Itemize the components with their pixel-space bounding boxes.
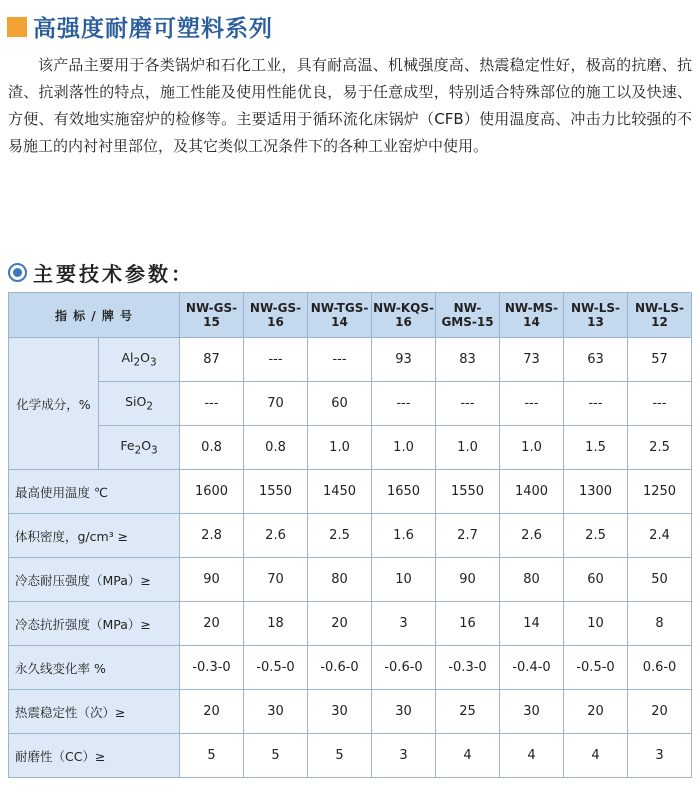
table-cell: 8 xyxy=(628,602,692,646)
brand-header: NW-TGS-14 xyxy=(308,293,372,338)
params-heading xyxy=(8,258,194,287)
table-cell: -0.4-0 xyxy=(500,646,564,690)
spec-table xyxy=(8,292,692,778)
table-cell: 30 xyxy=(372,690,436,734)
table-cell: 2.6 xyxy=(244,514,308,558)
table-cell: 18 xyxy=(244,602,308,646)
table-cell: 50 xyxy=(628,558,692,602)
table-cell: 5 xyxy=(180,734,244,778)
table-row xyxy=(9,690,692,734)
row-label: 热震稳定性（次）≥ xyxy=(9,690,180,734)
chem-component-label: $Fe_2O_3$ xyxy=(99,426,180,470)
table-row xyxy=(9,558,692,602)
table-cell: -0.3-0 xyxy=(436,646,500,690)
header-label: 指 标 / 牌 号 xyxy=(9,293,180,338)
table-cell: 5 xyxy=(244,734,308,778)
table-cell: 30 xyxy=(500,690,564,734)
table-cell: -0.5-0 xyxy=(564,646,628,690)
table-row xyxy=(9,338,692,382)
params-title: 主要技术参数： xyxy=(33,262,194,286)
table-cell: 2.7 xyxy=(436,514,500,558)
brand-header: NW-MS-14 xyxy=(500,293,564,338)
table-cell: 14 xyxy=(500,602,564,646)
table-row xyxy=(9,602,692,646)
bullet-circle-icon xyxy=(8,263,27,282)
table-cell: 2.4 xyxy=(628,514,692,558)
table-cell: 1550 xyxy=(244,470,308,514)
table-cell: 1250 xyxy=(628,470,692,514)
table-cell: 20 xyxy=(308,602,372,646)
table-cell: -0.6-0 xyxy=(372,646,436,690)
intro-text-block xyxy=(8,52,692,160)
table-header-row xyxy=(9,293,692,338)
table-cell: 83 xyxy=(436,338,500,382)
table-cell: 70 xyxy=(244,382,308,426)
table-cell: 1650 xyxy=(372,470,436,514)
table-cell: 0.8 xyxy=(244,426,308,470)
table-cell: 60 xyxy=(564,558,628,602)
table-cell: 1600 xyxy=(180,470,244,514)
table-cell: 20 xyxy=(564,690,628,734)
table-cell: 4 xyxy=(564,734,628,778)
table-cell: --- xyxy=(628,382,692,426)
table-cell: 1.0 xyxy=(500,426,564,470)
table-cell: 2.8 xyxy=(180,514,244,558)
table-cell: 3 xyxy=(628,734,692,778)
table-cell: 3 xyxy=(372,734,436,778)
table-cell: 0.8 xyxy=(180,426,244,470)
table-row xyxy=(9,514,692,558)
table-cell: 2.5 xyxy=(628,426,692,470)
table-cell: 25 xyxy=(436,690,500,734)
table-cell: 30 xyxy=(244,690,308,734)
chem-component-label: $Al_2O_3$ xyxy=(99,338,180,382)
table-cell: 80 xyxy=(308,558,372,602)
table-cell: 3 xyxy=(372,602,436,646)
table-cell: 70 xyxy=(244,558,308,602)
table-cell: 4 xyxy=(500,734,564,778)
table-row xyxy=(9,382,692,426)
chem-group-label: 化学成分，% xyxy=(9,338,99,470)
brand-header: NW-KQS-16 xyxy=(372,293,436,338)
table-cell: 10 xyxy=(372,558,436,602)
table-cell: 1.5 xyxy=(564,426,628,470)
table-cell: 2.5 xyxy=(564,514,628,558)
table-cell: -0.3-0 xyxy=(180,646,244,690)
table-cell: 16 xyxy=(436,602,500,646)
table-cell: 20 xyxy=(180,602,244,646)
table-cell: 80 xyxy=(500,558,564,602)
table-cell: 87 xyxy=(180,338,244,382)
table-cell: -0.5-0 xyxy=(244,646,308,690)
brand-header: NW-LS-12 xyxy=(628,293,692,338)
table-row xyxy=(9,426,692,470)
table-cell: --- xyxy=(180,382,244,426)
table-cell: 4 xyxy=(436,734,500,778)
table-cell: 63 xyxy=(564,338,628,382)
table-cell: 90 xyxy=(180,558,244,602)
table-cell: --- xyxy=(244,338,308,382)
table-cell: 1.0 xyxy=(436,426,500,470)
table-cell: 2.5 xyxy=(308,514,372,558)
table-cell: 1400 xyxy=(500,470,564,514)
table-cell: 0.6-0 xyxy=(628,646,692,690)
brand-header: NW-GS-16 xyxy=(244,293,308,338)
intro-paragraph: 该产品主要用于各类锅炉和石化工业，具有耐高温、机械强度高、热震稳定性好，极高的抗磨、抗渣、抗剥落性的特点，施工性能及使用性能优良，易于任意成型，特别适合特殊部位的施工以及快速、方便、有效地实施窑炉的检修等。主要适用于循环流化床锅炉（CFB）使用温度高、冲击力比较强的不易施工的内衬衬里部位，及其它类似工况条件下的各种工业窑炉中使用。 xyxy=(8,56,692,155)
chem-component-label: SiO$_2$ xyxy=(99,382,180,426)
table-row xyxy=(9,646,692,690)
table-cell: 30 xyxy=(308,690,372,734)
table-cell: 5 xyxy=(308,734,372,778)
table-cell: --- xyxy=(372,382,436,426)
table-row xyxy=(9,734,692,778)
row-label: 永久线变化率 % xyxy=(9,646,180,690)
brand-header: NW-GS-15 xyxy=(180,293,244,338)
table-cell: --- xyxy=(500,382,564,426)
table-cell: 60 xyxy=(308,382,372,426)
row-label: 冷态抗折强度（MPa）≥ xyxy=(9,602,180,646)
row-label: 耐磨性（CC）≥ xyxy=(9,734,180,778)
table-cell: 73 xyxy=(500,338,564,382)
brand-header: NW-LS-13 xyxy=(564,293,628,338)
table-cell: --- xyxy=(308,338,372,382)
table-cell: 57 xyxy=(628,338,692,382)
section-header xyxy=(7,10,273,43)
table-cell: 1300 xyxy=(564,470,628,514)
title-square-marker xyxy=(7,17,27,37)
row-label: 体积密度，g/cm³ ≥ xyxy=(9,514,180,558)
table-cell: 1550 xyxy=(436,470,500,514)
table-cell: -0.6-0 xyxy=(308,646,372,690)
brand-header: NW-GMS-15 xyxy=(436,293,500,338)
table-cell: 2.6 xyxy=(500,514,564,558)
table-cell: 1.0 xyxy=(372,426,436,470)
row-label: 冷态耐压强度（MPa）≥ xyxy=(9,558,180,602)
row-label: 最高使用温度 ℃ xyxy=(9,470,180,514)
table-cell: 93 xyxy=(372,338,436,382)
table-cell: 1.6 xyxy=(372,514,436,558)
table-cell: 10 xyxy=(564,602,628,646)
table-cell: --- xyxy=(564,382,628,426)
table-cell: 20 xyxy=(180,690,244,734)
table-row xyxy=(9,470,692,514)
page-title: 高强度耐磨可塑料系列 xyxy=(33,16,273,42)
table-cell: --- xyxy=(436,382,500,426)
table-cell: 1.0 xyxy=(308,426,372,470)
table-cell: 90 xyxy=(436,558,500,602)
table-cell: 20 xyxy=(628,690,692,734)
table-cell: 1450 xyxy=(308,470,372,514)
